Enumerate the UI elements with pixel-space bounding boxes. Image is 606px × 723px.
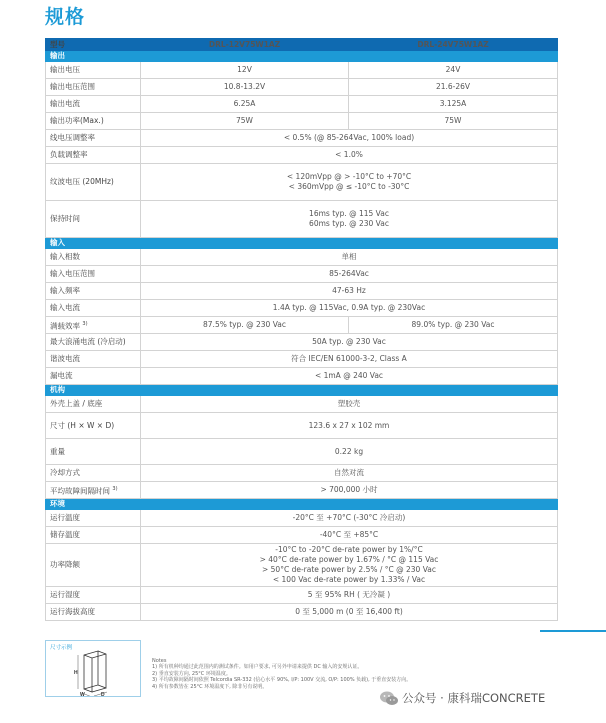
table-row: 最大浪涌电流 (冷启动) 50A typ. @ 230 Vac [46,334,558,351]
svg-text:D: D [101,692,105,696]
table-row: 冷却方式 自然对流 [46,465,558,482]
table-row: 外壳上盖 / 底座 塑胶壳 [46,396,558,413]
table-row: 输入电流 1.4A typ. @ 115Vac, 0.9A typ. @ 230Vac [46,300,558,317]
table-row: 输出电压 12V 24V [46,62,558,79]
watermark-text: 公众号 · 康科瑞CONCRETE [402,691,546,705]
header-model-2: DRL-24V75W1AZ [349,39,558,51]
table-row: 谐波电流 符合 IEC/EN 61000-3-2, Class A [46,351,558,368]
note-1: 1) 所有机种均通过此范围内的测试条件。如用户要求, 可另外申请来提供 DC 输入的安规认证。 [152,664,363,671]
table-row: 运行湿度 5 至 95% RH ( 无冷凝 ) [46,587,558,604]
section-mechanical: 机构 [46,385,558,396]
table-row: 输出电压范围 10.8-13.2V 21.6-26V [46,79,558,96]
page-title: 规格 [45,6,86,28]
section-input: 输入 [46,238,558,249]
table-row: 满载效率 $^{3)}$ 87.5% typ. @ 230 Vac 89.0% typ. @ 230 Vac [46,317,558,334]
dimension-diagram [45,640,141,697]
section-output: 输出 [46,51,558,62]
table-row: 输出功率(Max.) 75W 75W [46,113,558,130]
note-2: 2) 垂直安装方向, 25°C 环境温度。 [152,670,231,677]
table-row: 储存温度 -40°C 至 +85°C [46,527,558,544]
note-3: 3) 平均故障间隔时间依照 Telcordia SR-332 (信心水平 90%, I/P: 100V 交流, O/P: 100% 负载), 于垂直安装方向。 [152,677,412,684]
header-label: 型号 [46,39,141,51]
table-row: 线电压调整率 < 0.5% (@ 85-264Vac, 100% load) [46,130,558,147]
notes-title: Notes [152,658,167,664]
accent-bar [540,630,606,632]
spec-table [45,38,558,621]
table-row: 运行海拔高度 0 至 5,000 m (0 至 16,400 ft) [46,604,558,621]
table-row: 运行温度 -20°C 至 +70°C (-30°C 冷启动) [46,510,558,527]
table-row: 输入频率 47-63 Hz [46,283,558,300]
dimension-drawing [46,641,140,696]
svg-text:W: W [80,692,85,696]
watermark [379,690,545,706]
table-row: 纹波电压 (20MHz) < 120mVpp @ > -10°C to +70°C < 360mVpp @ ≤ -10°C to -30°C [46,164,558,201]
section-environment: 环境 [46,499,558,510]
notes-block [152,658,411,690]
table-row: 重量 0.22 kg [46,439,558,465]
table-row: 平均故障间隔时间 $^{3)}$ > 700,000 小时 [46,482,558,499]
table-row: 保持时间 16ms typ. @ 115 Vac 60ms typ. @ 230 Vac [46,201,558,238]
table-row: 输入相数 单相 [46,249,558,266]
svg-text:H: H [74,670,78,676]
table-row: 输入电压范围 85-264Vac [46,266,558,283]
wechat-icon [379,691,399,706]
dimension-diagram-caption: 尺寸示例 [50,645,73,651]
header-model-1: DRL-12V75W1AZ [141,39,349,51]
table-row: 负载调整率 < 1.0% [46,147,558,164]
table-header-row [46,39,558,51]
table-row: 漏电流 < 1mA @ 240 Vac [46,368,558,385]
table-row: 尺寸 (H × W × D) 123.6 x 27 x 102 mm [46,413,558,439]
table-row: 输出电流 6.25A 3.125A [46,96,558,113]
table-row: 功率降额 -10°C to -20°C de-rate power by 1%/°C > 40°C de-rate power by 1.67% / °C @ 115 Vac > 50°C de-rate power by 2.5% / °C @ 230 Vac < 100 Vac de-rate power by 1.33% / Vac [46,544,558,587]
note-4: 4) 所有参数皆在 25°C 环境温度下, 除非另有说明。 [152,683,268,690]
